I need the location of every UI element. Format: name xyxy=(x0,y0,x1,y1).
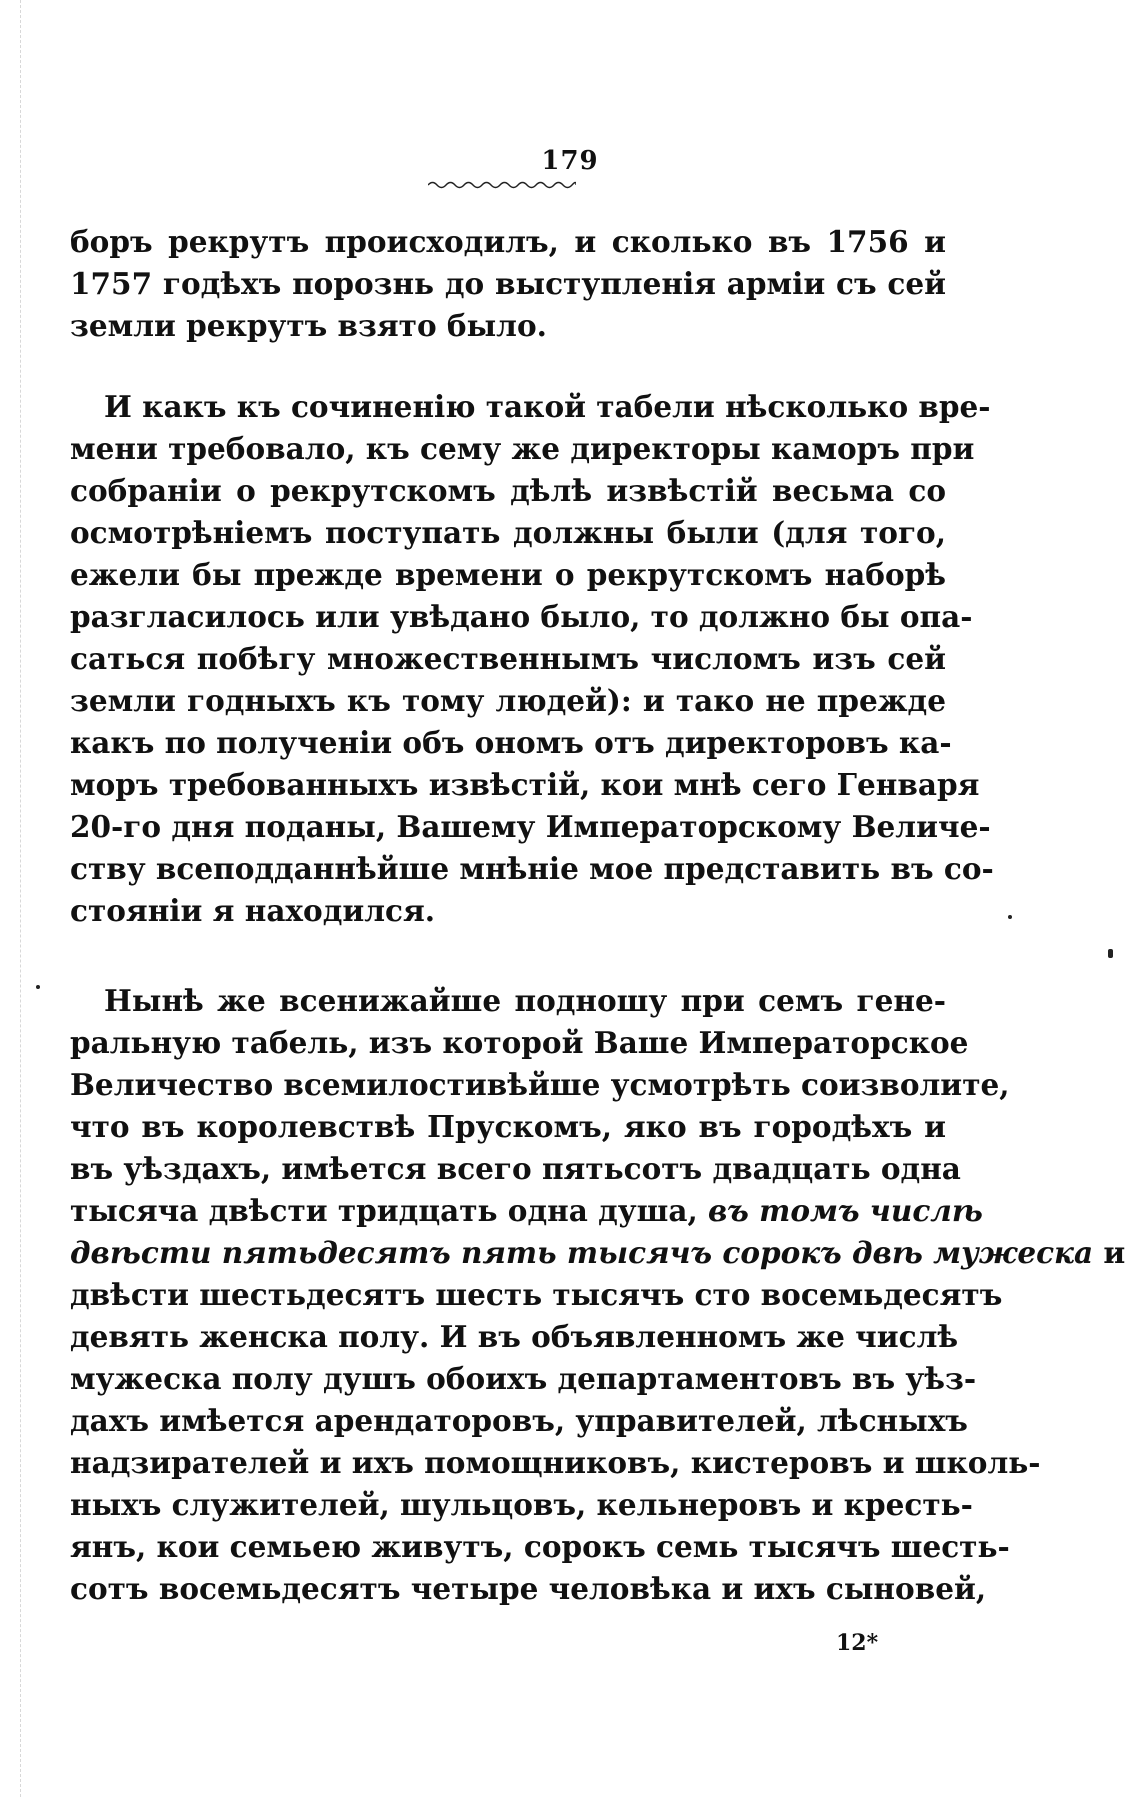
text-line: саться побѣгу множественнымъ числомъ изъ сей xyxy=(70,641,946,676)
text-line: какъ по полученіи объ ономъ отъ директоровъ ка- xyxy=(70,725,952,760)
scan-speck xyxy=(36,985,40,989)
text-line: дахъ имѣется арендаторовъ, управителей, лѣсныхъ xyxy=(70,1403,968,1438)
signature-mark: 12* xyxy=(836,1630,879,1656)
text-line: земли рекрутъ взято было. xyxy=(70,308,547,343)
text-line: земли годныхъ къ тому людей): и тако не прежде xyxy=(70,683,946,718)
text-line-mixed xyxy=(70,1232,1126,1274)
text-line: девять женска полу. И въ объявленномъ же числѣ xyxy=(70,1319,959,1354)
text-line: разгласилось или увѣдано было, то должно бы опа- xyxy=(70,599,973,634)
text-line: осмотрѣніемъ поступать должны были (для того, xyxy=(70,515,946,550)
text-line: мени требовало, къ сему же директоры каморъ при xyxy=(70,431,975,466)
scan-speck xyxy=(1008,915,1012,919)
text-run: тысяча двѣсти тридцать одна душа, xyxy=(70,1193,698,1228)
text-line: стояніи я находился. xyxy=(70,893,436,928)
text-line: ныхъ служителей, шульцовъ, кельнеровъ и кресть- xyxy=(70,1487,973,1522)
paragraph-3 xyxy=(70,980,1126,1610)
text-line: что въ королевствѣ Прускомъ, яко въ городѣхъ и xyxy=(70,1109,946,1144)
text-line: ежели бы прежде времени о рекрутскомъ наборѣ xyxy=(70,557,946,592)
text-line: собраніи о рекрутскомъ дѣлѣ извѣстій весьма со xyxy=(70,473,946,508)
text-line: сотъ восемьдесятъ четыре человѣка и ихъ сыновей, xyxy=(70,1571,987,1606)
italic-run: въ томъ числѣ xyxy=(708,1193,983,1228)
text-run: и xyxy=(1103,1235,1126,1270)
text-line: 20-го дня поданы, Вашему Императорскому Величе- xyxy=(70,809,991,844)
text-line: моръ требованныхъ извѣстій, кои мнѣ сего Генваря xyxy=(70,767,980,802)
text-line: И какъ къ сочиненію такой табели нѣсколько вре- xyxy=(104,389,991,424)
scan-speck xyxy=(1108,949,1113,958)
paragraph-1 xyxy=(70,221,946,347)
text-line: 1757 годѣхъ порознь до выступленія арміи съ сей xyxy=(70,266,946,301)
text-line: Нынѣ же всенижайше подношу при семъ гене- xyxy=(104,983,946,1018)
text-line: ству всеподданнѣйше мнѣніе мое представить въ со- xyxy=(70,851,994,886)
text-line-mixed xyxy=(70,1190,983,1232)
page-number: 179 xyxy=(541,146,599,176)
italic-run: двѣсти пятьдесятъ пять тысячъ сорокъ двѣ мужеска xyxy=(70,1235,1094,1270)
text-line: надзирателей и ихъ помощниковъ, кистеровъ и школь- xyxy=(70,1445,1041,1480)
text-line: янъ, кои семьею живутъ, сорокъ семь тысячъ шесть- xyxy=(70,1529,1010,1564)
text-line: боръ рекрутъ происходилъ, и сколько въ 1756 и xyxy=(70,224,946,259)
text-line: двѣсти шестьдесятъ шесть тысячъ сто восемьдесятъ xyxy=(70,1277,1003,1312)
wavy-rule-ornament xyxy=(428,180,576,190)
text-line: ральную табель, изъ которой Ваше Императорское xyxy=(70,1025,969,1060)
paragraph-2 xyxy=(70,386,994,932)
text-line: въ уѣздахъ, имѣется всего пятьсотъ двадцать одна xyxy=(70,1151,961,1186)
page-edge xyxy=(20,0,21,1797)
text-line: Величество всемилостивѣйше усмотрѣть соизволите, xyxy=(70,1067,1010,1102)
text-line: мужеска полу душъ обоихъ департаментовъ въ уѣз- xyxy=(70,1361,977,1396)
